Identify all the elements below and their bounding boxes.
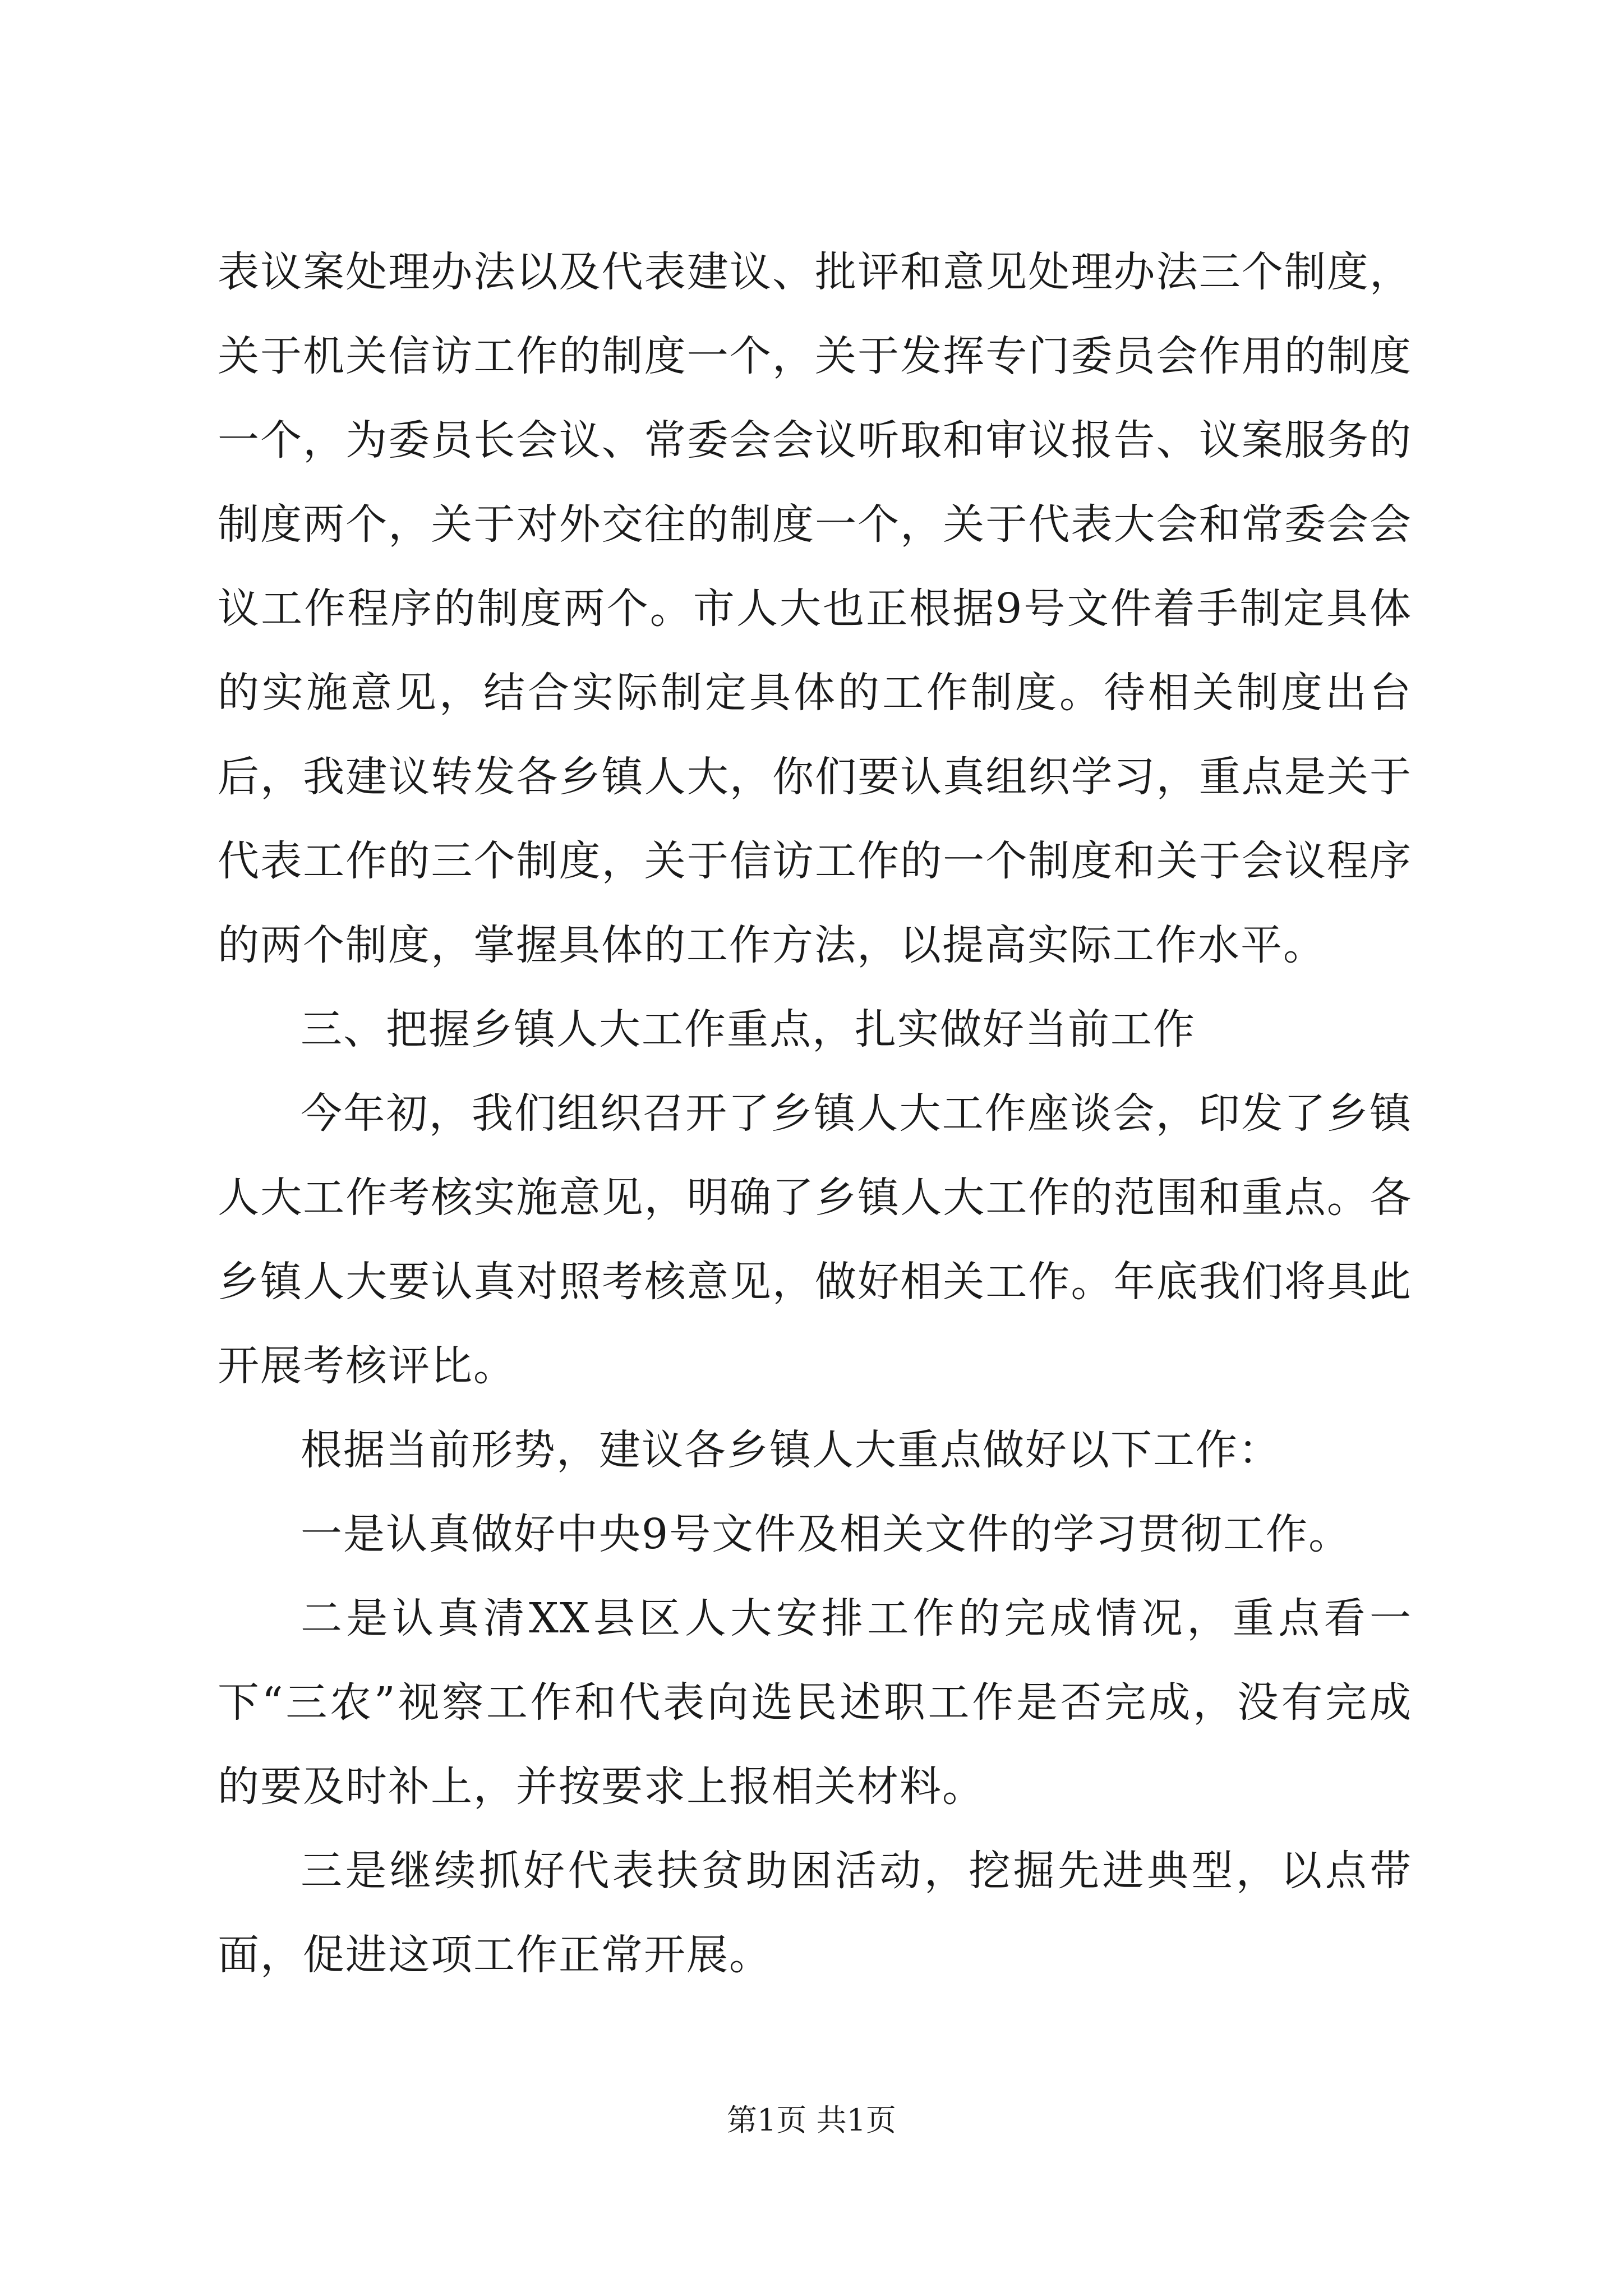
document-body — [218, 230, 1412, 1997]
paragraph-intro: 今年初，我们组织召开了乡镇人大工作座谈会，印发了乡镇人大工作考核实施意见，明确了乡镇人大工作的范围和重点。各乡镇人大要认真对照考核意见，做好相关工作。年底我们将具此开展考核评比。 — [218, 1089, 1412, 1390]
page-number-label: 第1页 共1页 — [727, 2102, 896, 2138]
list-item-third: 三是继续抓好代表扶贫助困活动，挖掘先进典型，以点带面，促进这项工作正常开展。 — [218, 1847, 1412, 1979]
paragraph-lead-in: 根据当前形势，建议各乡镇人大重点做好以下工作： — [301, 1426, 1281, 1474]
section-heading: 三、把握乡镇人大工作重点，扎实做好当前工作 — [301, 1005, 1196, 1053]
page-footer — [0, 2101, 1623, 2140]
list-item-first: 一是认真做好中央9号文件及相关文件的学习贯彻工作。 — [301, 1510, 1352, 1558]
paragraph-continuation: 表议案处理办法以及代表建议、批评和意见处理办法三个制度，关于机关信访工作的制度一个，关于发挥专门委员会作用的制度一个，为委员长会议、常委会会议听取和审议报告、议案服务的制度两个，关于对外交往的制度一个，关于代表大会和常委会会议工作程序的制度两个。市人大也正根据9号文件着手制定具体的实施意见，结合实际制定具体的工作制度。待相关制度出台后，我建议转发各乡镇人大，你们要认真组织学习，重点是关于代表工作的三个制度，关于信访工作的一个制度和关于会议程序的两个制度，掌握具体的工作方法，以提高实际工作水平。 — [218, 248, 1412, 969]
list-item-second: 二是认真清XX县区人大安排工作的完成情况，重点看一下“三农”视察工作和代表向选民述职工作是否完成，没有完成的要及时补上，并按要求上报相关材料。 — [218, 1594, 1412, 1811]
